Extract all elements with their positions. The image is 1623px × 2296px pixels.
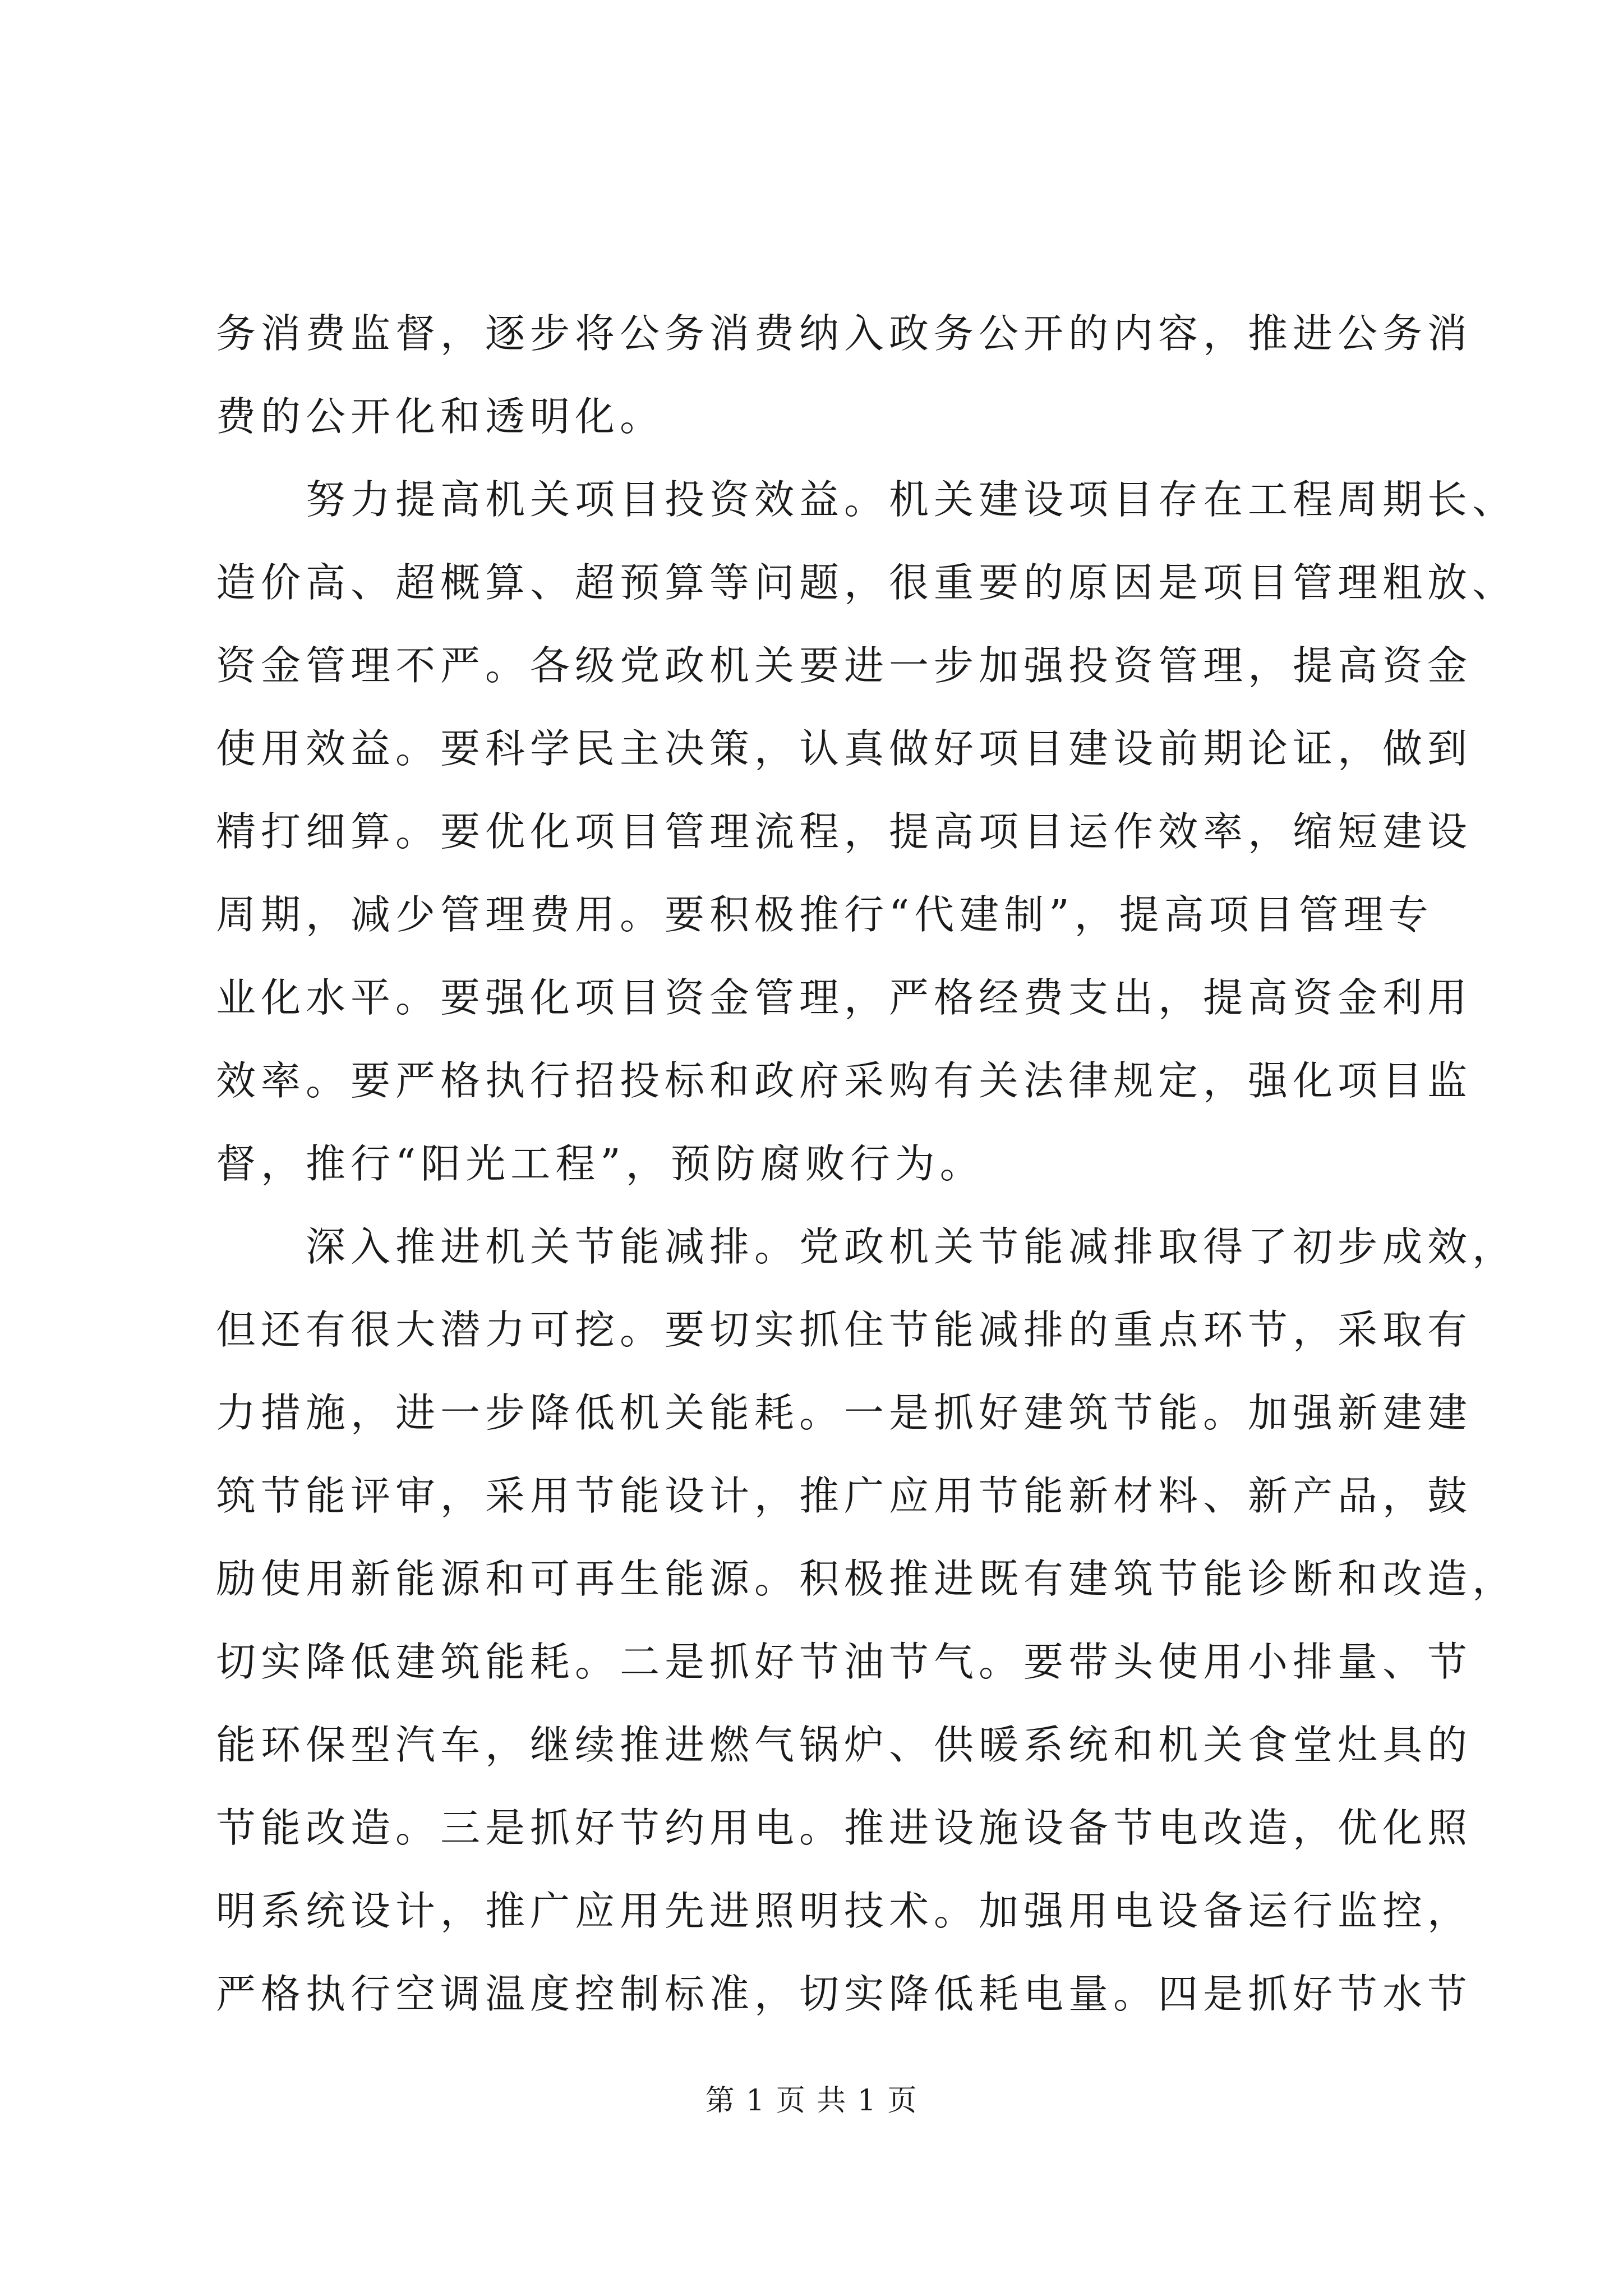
text-line: 节能改造。三是抓好节约用电。推进设施设备节电改造，优化照	[216, 1805, 1473, 1851]
text-line: 筑节能评审，采用节能设计，推广应用节能新材料、新产品，鼓	[216, 1473, 1473, 1519]
text-line: 努力提高机关项目投资效益。机关建设项目存在工程周期长、	[216, 476, 1518, 523]
text-line: 明系统设计，推广应用先进照明技术。加强用电设备运行监控，	[216, 1888, 1473, 1934]
text-line: 效率。要严格执行招投标和政府采购有关法律规定，强化项目监	[216, 1057, 1473, 1104]
text-line: 但还有很大潜力可挖。要切实抓住节能减排的重点环节，采取有	[216, 1306, 1473, 1353]
text-line: 使用效益。要科学民主决策，认真做好项目建设前期论证，做到	[216, 725, 1473, 772]
text-line: 切实降低建筑能耗。二是抓好节油节气。要带头使用小排量、节	[216, 1639, 1473, 1685]
text-line: 造价高、超概算、超预算等问题，很重要的原因是项目管理粗放、	[216, 559, 1518, 606]
text-line: 深入推进机关节能减排。党政机关节能减排取得了初步成效，	[216, 1223, 1518, 1270]
text-line: 务消费监督，逐步将公务消费纳入政务公开的内容，推进公务消	[216, 310, 1473, 357]
text-line: 精打细算。要优化项目管理流程，提高项目运作效率，缩短建设	[216, 808, 1473, 855]
text-line: 督，推行“阳光工程”，预防腐败行为。	[216, 1140, 985, 1187]
text-line: 资金管理不严。各级党政机关要进一步加强投资管理，提高资金	[216, 642, 1473, 689]
text-line: 业化水平。要强化项目资金管理，严格经费支出，提高资金利用	[216, 974, 1473, 1021]
text-line: 励使用新能源和可再生能源。积极推进既有建筑节能诊断和改造，	[216, 1556, 1518, 1602]
page-number-footer: 第 1 页 共 1 页	[705, 2084, 918, 2118]
text-line: 严格执行空调温度控制标准，切实降低耗电量。四是抓好节水节	[216, 1971, 1473, 2017]
text-line: 费的公开化和透明化。	[216, 393, 665, 440]
text-line: 周期，减少管理费用。要积极推行“代建制”，提高项目管理专	[216, 891, 1433, 938]
text-line: 力措施，进一步降低机关能耗。一是抓好建筑节能。加强新建建	[216, 1389, 1473, 1436]
text-line: 能环保型汽车，继续推进燃气锅炉、供暖系统和机关食堂灶具的	[216, 1722, 1473, 1768]
